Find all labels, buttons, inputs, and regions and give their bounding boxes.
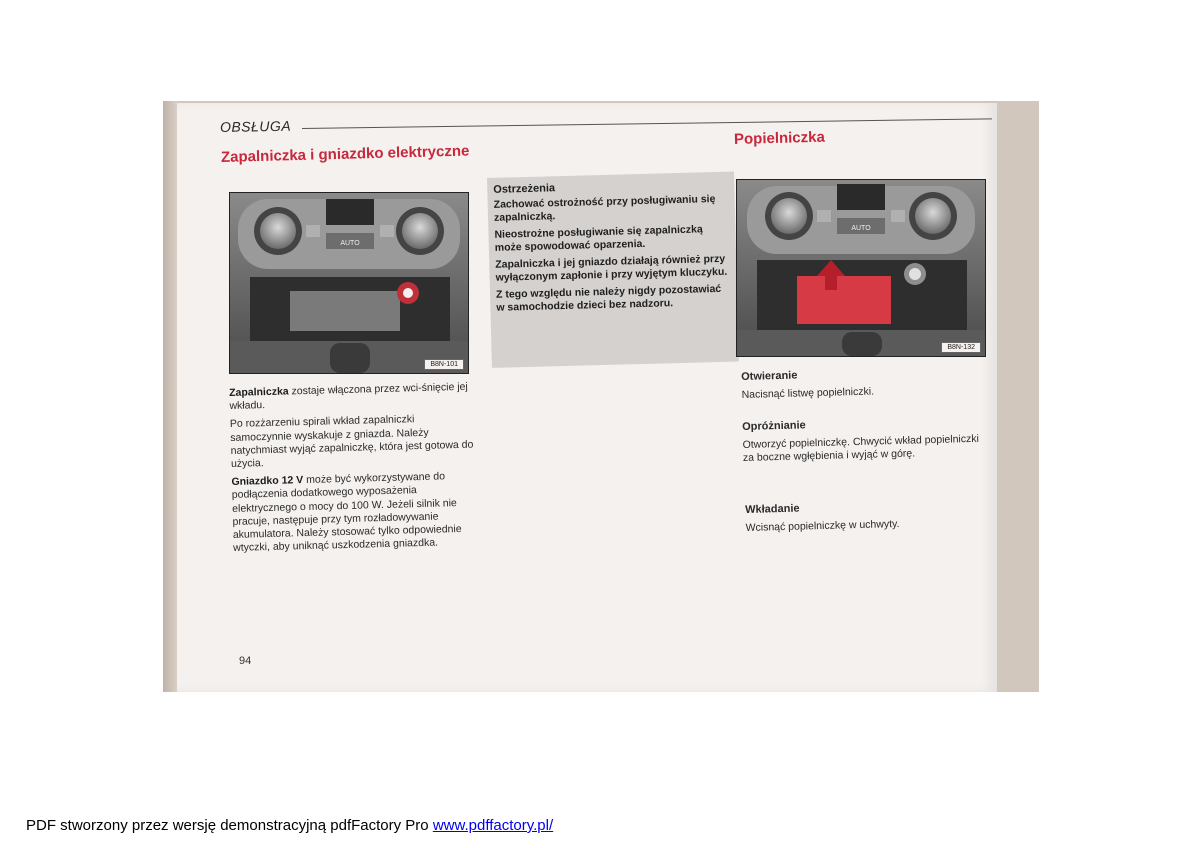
subheading-empty: Opróżnianie — [742, 419, 806, 433]
display-auto-label: AUTO — [851, 225, 871, 232]
subheading-insert: Wkładanie — [745, 502, 800, 516]
display-auto-label: AUTO — [340, 240, 360, 247]
instruction-text: Nacisnąć listwę popielniczki. — [741, 385, 875, 401]
paragraph — [231, 470, 481, 556]
page-number: 94 — [239, 655, 252, 667]
chapter-header: OBSŁUGA — [219, 117, 292, 135]
instruction-text: Wcisnąć popielniczkę w uchwyty. — [745, 517, 900, 534]
warning-paragraph: Nieostrożne posługiwanie się zapalniczką może spowodować oparzenia. — [494, 223, 703, 254]
ashtray-insert-section — [745, 497, 996, 535]
photo-caption: B8N-101 — [424, 359, 464, 370]
page-binding-edge — [163, 101, 177, 692]
lighter-description — [229, 381, 481, 561]
header-rule — [302, 118, 992, 129]
ashtray-photo — [736, 179, 986, 357]
paragraph-text: zostaje włączona przez wci-śnięcie jej wkładu. — [229, 380, 468, 413]
scanned-page — [163, 101, 1039, 692]
ashtray-empty-section — [742, 414, 993, 465]
paragraph-lead: Gniazdko 12 V — [231, 474, 304, 489]
warning-box — [487, 172, 739, 368]
footer-text: PDF stworzony przez wersję demonstracyjną pdfFactory Pro — [26, 817, 433, 834]
footer-link[interactable]: www.pdffactory.pl/ — [432, 817, 554, 834]
paragraph-text: może być wykorzystywane do podłączenia dodatkowego wyposażenia elektrycznego o mocy do 100 W. Jeżeli silnik nie pracuje, następuje przy tym rozładowywanie akumulatora. Należy stosować tylko odpowiednie wtyczki, aby uniknąć uszkodzenia gniazdka. — [231, 470, 462, 555]
dashboard-ashtray-illustration — [737, 180, 985, 356]
warning-paragraph: Zapalniczka i jej gniazdo działają również przy wyłączonym zapłonie i przy wyjętym kluczyku. — [495, 252, 728, 284]
dashboard-lighter-illustration — [230, 193, 468, 373]
pdf-footer — [26, 817, 553, 834]
warning-paragraph: Z tego względu nie należy nigdy pozostawiać w samochodzie dzieci bez nadzoru. — [495, 282, 722, 314]
ashtray-section-title: Popielniczka — [733, 128, 826, 148]
subheading-open: Otwieranie — [741, 369, 798, 383]
lighter-photo — [229, 192, 469, 374]
photo-caption: B8N-132 — [941, 342, 981, 353]
paragraph-text: Po rozżarzeniu spirali wkład zapalniczki samoczynnie wyskakuje z gniazda. Należy natychmiast wyjąć zapalniczkę, która jest gotowa do użycia. — [229, 413, 474, 470]
warning-paragraph: Zachować ostrożność przy posługiwaniu się zapalniczką. — [493, 193, 716, 224]
ashtray-open-section — [741, 364, 992, 402]
lighter-section-title: Zapalniczka i gniazdko elektryczne — [220, 142, 470, 166]
manual-page — [177, 103, 997, 692]
instruction-text: Otworzyć popielniczkę. Chwycić wkład popielniczki za boczne wgłębienia i wyjąć w górę. — [742, 432, 980, 464]
paragraph-lead: Zapalniczka — [229, 385, 289, 399]
paragraph — [230, 412, 479, 471]
warning-title: Ostrzeżenia — [493, 182, 556, 196]
paragraph — [229, 381, 478, 414]
